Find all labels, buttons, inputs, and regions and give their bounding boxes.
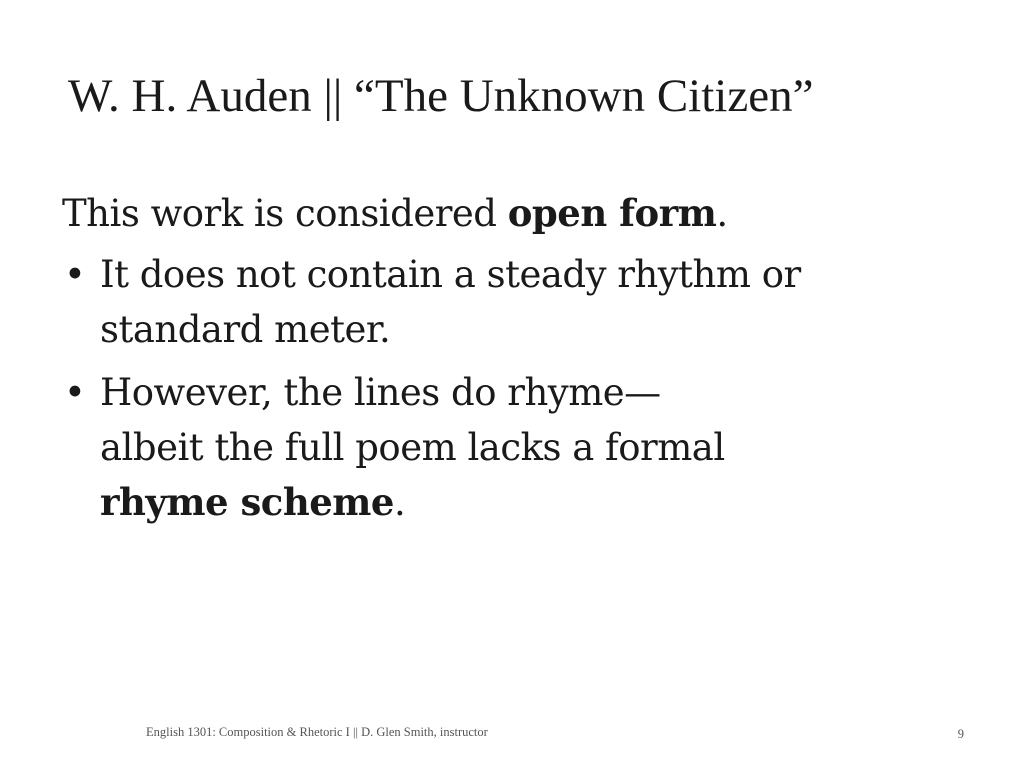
bullet-1-line-1: It does not contain a steady rhythm or (100, 253, 801, 296)
page-number: 9 (957, 727, 964, 741)
intro-bold-term: open form (507, 191, 717, 235)
intro-text: This work is considered (62, 192, 508, 235)
bullet-item-rhythm (62, 247, 962, 357)
bullet-2-end: . (393, 481, 406, 524)
bullet-2-bold-term: rhyme scheme (100, 480, 394, 524)
intro-end: . (716, 192, 728, 235)
bullet-list (62, 247, 962, 530)
bullet-2-line-3 (100, 475, 962, 530)
intro-paragraph (62, 186, 962, 241)
slide-body (62, 186, 962, 538)
footer-course-info: English 1301: Composition & Rhetoric I || D. Glen Smith, instructor (146, 725, 488, 739)
bullet-item-rhyme (62, 365, 962, 530)
bullet-icon: • (64, 371, 86, 414)
slide-title: W. H. Auden || “The Unknown Citizen” (68, 70, 814, 122)
bullet-1-line-2: standard meter. (100, 308, 391, 351)
bullet-2-line-2: albeit the full poem lacks a formal (100, 426, 725, 469)
bullet-2-line-1: However, the lines do rhyme— (100, 371, 661, 414)
bullet-icon: • (64, 253, 86, 296)
